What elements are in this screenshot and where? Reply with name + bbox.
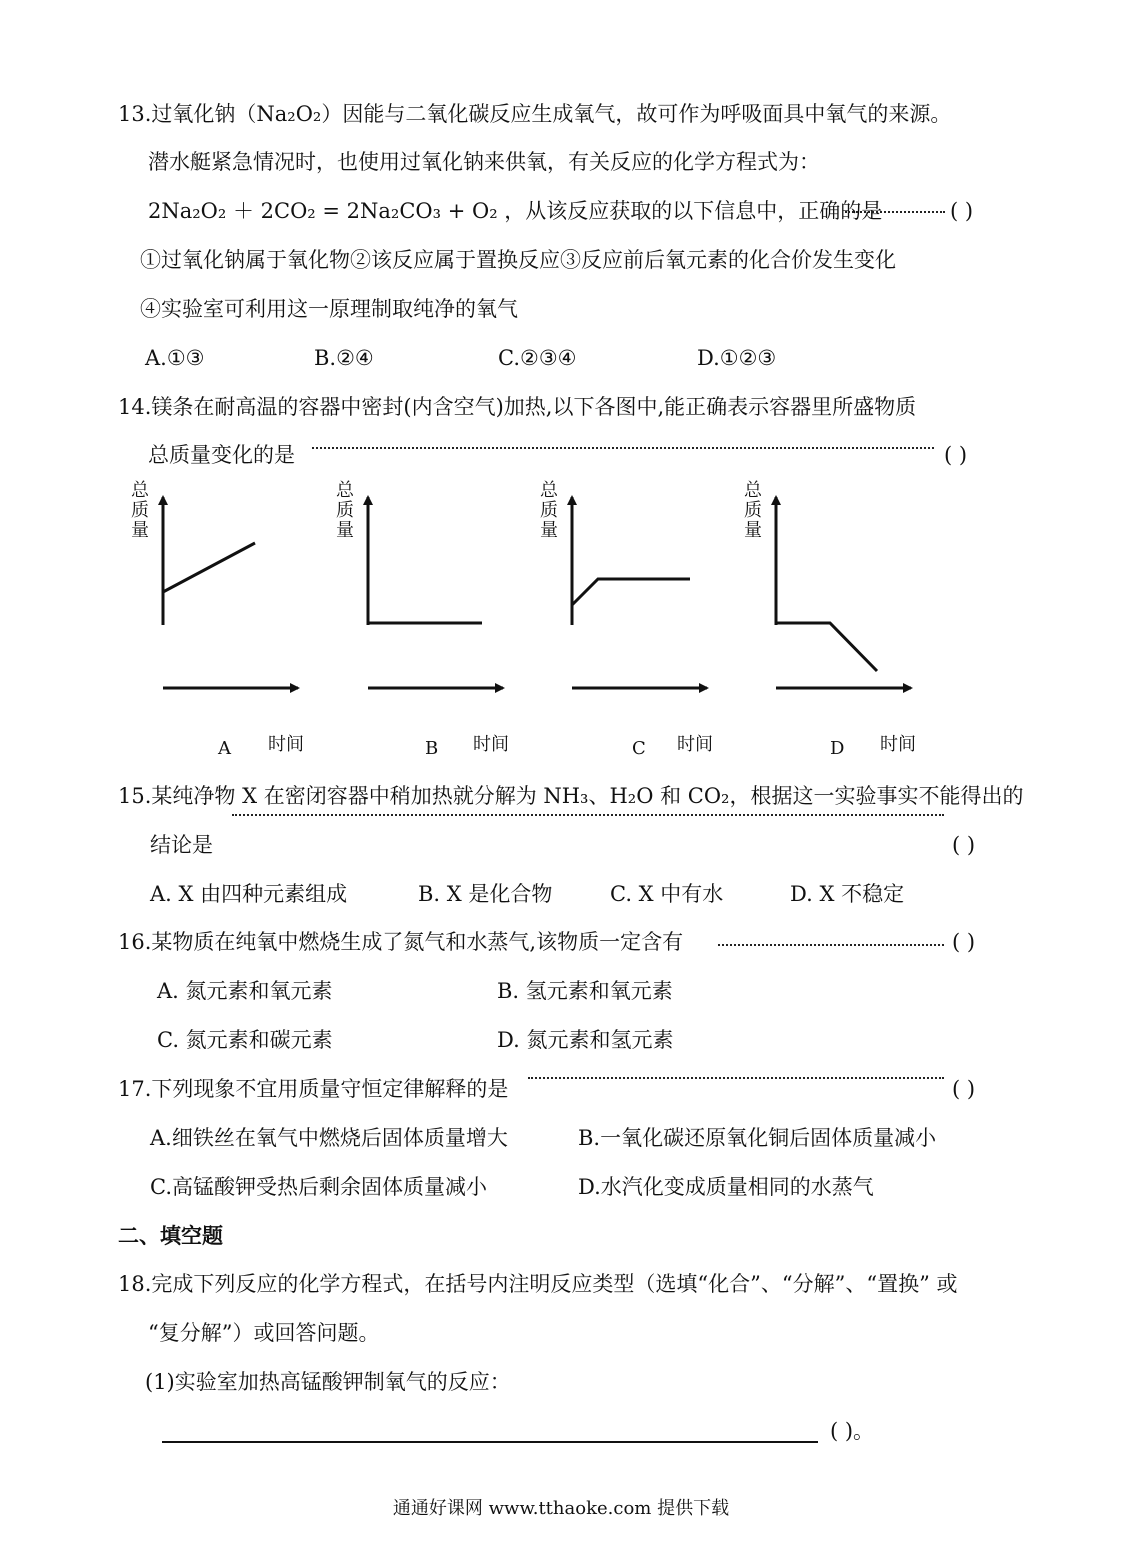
q15-option-d: D. X 不稳定	[790, 882, 905, 906]
graph-a-y-label: 总质量	[128, 480, 149, 540]
q15-option-a: A. X 由四种元素组成	[150, 882, 348, 906]
q13-equation-line: 2Na₂O₂ ＋ 2CO₂ = 2Na₂CO₃ + O₂ ，从该反应获取的以下信息中，正确的是	[148, 199, 883, 223]
q14-graphs	[120, 475, 1000, 765]
q13-line2: 潜水艇紧急情况时，也使用过氧化钠来供氧，有关反应的化学方程式为：	[148, 150, 820, 174]
q14-dotted-leader	[312, 447, 934, 449]
q18-answer-line[interactable]	[162, 1441, 818, 1443]
q17-option-d: D.水汽化变成质量相同的水蒸气	[578, 1175, 874, 1199]
graph-a-x-label: 时间	[268, 734, 304, 755]
graph-d-y-label: 总质量	[741, 480, 762, 540]
graph-a	[163, 497, 298, 688]
q15-option-b: B. X 是化合物	[418, 882, 553, 906]
q16-answer-paren: ( )	[952, 930, 976, 954]
q17-option-b: B.一氧化碳还原氧化铜后固体质量减小	[578, 1126, 937, 1150]
q13-statement-item4: ④实验室可利用这一原理制取纯净的氧气	[140, 297, 518, 321]
q18-reaction-type-paren: ( )。	[830, 1419, 875, 1443]
q18-line1: 18.完成下列反应的化学方程式，在括号内注明反应类型（选填“化合”、“分解”、“置换” 或	[118, 1272, 958, 1296]
q17-option-c: C.高锰酸钾受热后剩余固体质量减小	[150, 1175, 487, 1199]
q13-option-b: B.②④	[314, 346, 374, 370]
graph-c	[572, 497, 707, 688]
graph-c-curve	[572, 579, 690, 605]
graph-c-label: C	[632, 738, 646, 759]
graph-d-curve	[776, 499, 877, 671]
q18-sub1: (1)实验室加热高锰酸钾制氧气的反应：	[145, 1370, 511, 1394]
q15-line2: 结论是	[150, 833, 213, 857]
graph-b-curve	[368, 499, 482, 623]
graph-b-x-label: 时间	[473, 734, 509, 755]
graph-c-x-label: 时间	[677, 734, 713, 755]
q17-dotted-leader	[528, 1077, 944, 1079]
q13-dotted-leader	[845, 211, 945, 213]
q14-answer-paren: ( )	[944, 443, 968, 467]
graph-d	[776, 497, 911, 688]
graph-c-y-label: 总质量	[537, 480, 558, 540]
graph-b	[368, 497, 503, 688]
q13-statement-items: ①过氧化钠属于氧化物②该反应属于置换反应③反应前后氧元素的化合价发生变化	[140, 248, 896, 272]
graph-d-x-label: 时间	[880, 734, 916, 755]
page-footer: 通通好课网 www.tthaoke.com 提供下载	[392, 1498, 730, 1519]
q16-option-c: C. 氮元素和碳元素	[157, 1028, 333, 1052]
q15-line1: 15.某纯净物 X 在密闭容器中稍加热就分解为 NH₃、H₂O 和 CO₂，根据这一实验事实不能得出的	[118, 784, 1024, 808]
q13-line1: 13.过氧化钠（Na₂O₂）因能与二氧化碳反应生成氧气，故可作为呼吸面具中氧气的来源。	[118, 102, 952, 126]
graph-b-y-label: 总质量	[333, 480, 354, 540]
q15-dotted-underline	[232, 814, 944, 816]
q14-line1: 14.镁条在耐高温的容器中密封(内含空气)加热,以下各图中,能正确表示容器里所盛物质	[118, 395, 917, 419]
q17-option-a: A.细铁丝在氧气中燃烧后固体质量增大	[150, 1126, 508, 1150]
graph-a-curve	[163, 543, 255, 592]
q13-option-c: C.②③④	[498, 346, 577, 370]
section-title: 二、填空题	[118, 1224, 223, 1248]
graph-d-label: D	[830, 738, 845, 759]
q13-answer-paren: ( )	[950, 199, 974, 223]
q14-line2: 总质量变化的是	[148, 443, 295, 467]
q16-option-a: A. 氮元素和氧元素	[157, 979, 333, 1003]
graph-a-label: A	[218, 738, 231, 759]
q17-line1: 17.下列现象不宜用质量守恒定律解释的是	[118, 1077, 509, 1101]
q17-answer-paren: ( )	[952, 1077, 976, 1101]
q16-line1: 16.某物质在纯氧中燃烧生成了氮气和水蒸气,该物质一定含有	[118, 930, 684, 954]
q15-option-c: C. X 中有水	[610, 882, 724, 906]
q13-option-d: D.①②③	[697, 346, 777, 370]
q16-option-d: D. 氮元素和氢元素	[497, 1028, 674, 1052]
q16-dotted-leader	[718, 944, 944, 946]
q18-line2: “复分解”）或回答问题。	[148, 1321, 380, 1345]
q13-option-a: A.①③	[145, 346, 205, 370]
q15-answer-paren: ( )	[952, 833, 976, 857]
graph-b-label: B	[425, 738, 439, 759]
q16-option-b: B. 氢元素和氧元素	[497, 979, 673, 1003]
